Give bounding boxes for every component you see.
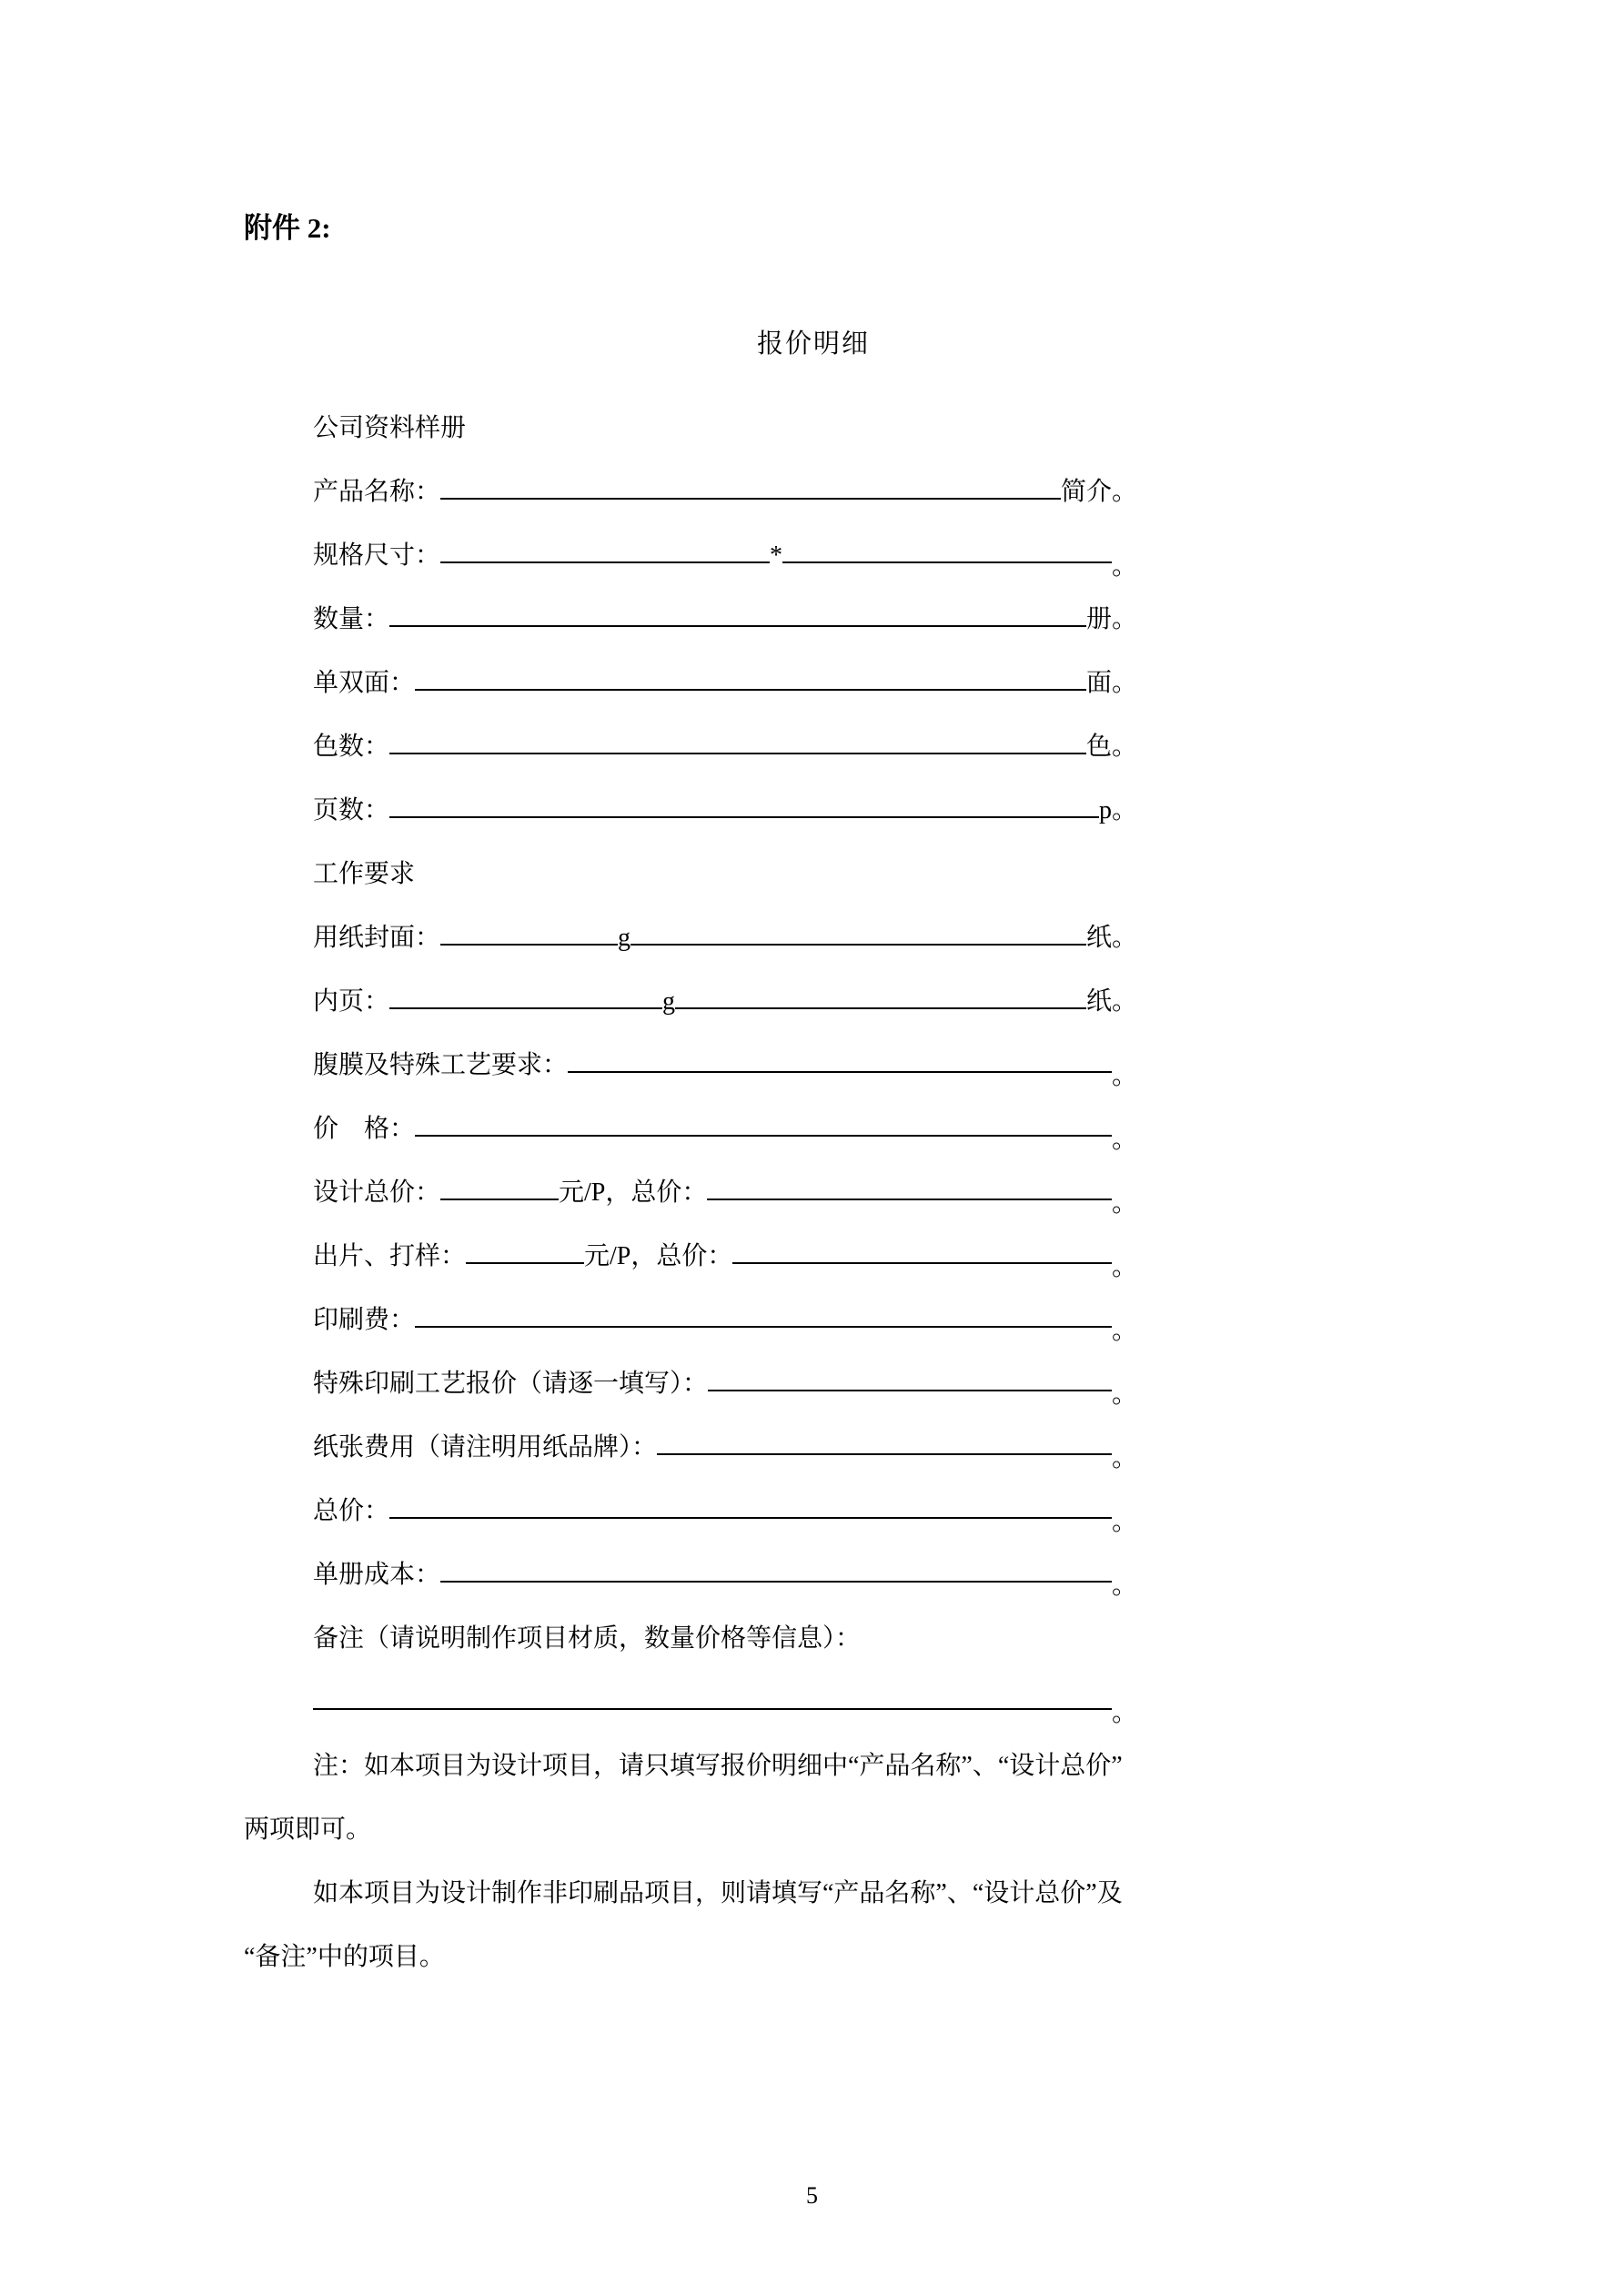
blank-underline [389,816,1099,818]
field-mid-label: * [770,541,782,570]
field-suffix: 。 [1111,1381,1137,1409]
field-suffix: 。 [1111,1126,1137,1154]
form-row-total [313,1463,1137,1536]
form-row-inner-pages [313,954,1137,1017]
quotation-form [313,380,1137,1727]
field-suffix: 。 [1111,1444,1137,1472]
field-label: 用纸封面： [313,924,441,952]
blank-underline [415,1326,1112,1328]
field-suffix: 。 [1111,1699,1137,1727]
field-suffix: 。 [1111,552,1137,581]
field-mid-label: 元/P，总价： [584,1242,733,1270]
form-row-size [313,508,1137,581]
field-label: 设计总价： [313,1178,441,1207]
field-suffix: 色。 [1085,733,1137,761]
form-row-sides [313,635,1137,699]
field-suffix: p。 [1098,796,1137,824]
blank-underline [630,944,1086,946]
field-suffix: 。 [1111,1572,1137,1600]
blank-underline [440,944,618,946]
section-heading-work-requirements [313,826,1137,890]
field-suffix: 册。 [1085,605,1137,633]
field-suffix: 。 [1111,1062,1137,1090]
field-suffix: 纸。 [1085,987,1137,1016]
form-row-colors [313,699,1137,763]
field-label: 单册成本： [313,1561,441,1589]
field-mid-label: g [662,987,676,1016]
blank-underline [415,689,1086,691]
field-label: 单双面： [313,669,416,697]
form-row-special-process [313,1336,1137,1409]
blank-underline [389,1007,662,1009]
section-heading-company-booklet [313,380,1137,444]
field-suffix: 简介。 [1060,478,1137,506]
blank-underline [568,1071,1112,1073]
page-number: 5 [806,2182,818,2209]
form-row-quantity [313,571,1137,635]
field-label: 规格尺寸： [313,541,441,570]
form-row-printing-fee [313,1272,1137,1345]
field-label: 纸张费用（请注明用纸品牌）： [313,1433,658,1462]
form-row-design-total [313,1145,1137,1218]
field-label: 备注（请说明制作项目材质，数量价格等信息）： [313,1624,862,1653]
blank-underline [389,1517,1112,1519]
blank-underline [732,1262,1112,1264]
field-label: 数量： [313,605,390,633]
form-row-unit-cost [313,1527,1137,1600]
field-label: 产品名称： [313,478,441,506]
field-label: 页数： [313,796,390,824]
blank-underline [440,1199,559,1200]
note-paragraph-1-line-2: 两项即可。 [244,1816,372,1844]
blank-underline [707,1199,1112,1200]
blank-underline [440,1581,1112,1583]
blank-underline [440,498,1061,500]
field-label: 总价： [313,1497,390,1525]
field-mid-label: g [618,924,631,952]
blank-underline [440,561,770,563]
blank-underline [389,625,1086,627]
blank-underline [389,753,1086,754]
field-label: 色数： [313,733,390,761]
blank-underline [782,561,1112,563]
form-row-cover-paper [313,890,1137,954]
note-paragraph-1-line-1: 注：如本项目为设计项目，请只填写报价明细中“产品名称”、“设计总价” [313,1752,1123,1780]
blank-underline [657,1453,1112,1455]
form-row-remarks-blank [313,1654,1137,1727]
form-row-film-proof [313,1209,1137,1281]
field-label: 印刷费： [313,1306,416,1334]
document-title: 报价明细 [756,329,870,359]
field-label: 价 格： [313,1115,416,1143]
blank-underline [466,1262,584,1264]
form-row-pages [313,763,1137,826]
form-row-paper-cost [313,1400,1137,1472]
attachment-label: 附件 2: [244,212,331,244]
blank-underline [415,1135,1112,1137]
notes-section [244,1718,1383,1973]
field-label: 出片、打样： [313,1242,467,1270]
blank-underline [675,1007,1086,1009]
field-suffix: 。 [1111,1317,1137,1345]
field-suffix: 面。 [1085,669,1137,697]
field-suffix: 。 [1111,1253,1137,1281]
field-suffix: 。 [1111,1508,1137,1536]
note-paragraph-2-line-2: “备注”中的项目。 [244,1943,445,1971]
field-mid-label: 元/P，总价： [559,1178,708,1207]
field-suffix: 纸。 [1085,924,1137,952]
field-label: 腹膜及特殊工艺要求： [313,1051,569,1079]
blank-underline [708,1390,1112,1391]
field-label: 特殊印刷工艺报价（请逐一填写）： [313,1370,709,1398]
form-row-lamination [313,1017,1137,1090]
field-suffix: 。 [1111,1189,1137,1218]
form-row-price [313,1081,1137,1154]
section-heading-label: 工作要求 [313,860,416,888]
form-row-product-name [313,444,1137,508]
note-paragraph-2-line-1: 如本项目为设计制作非印刷品项目，则请填写“产品名称”、“设计总价”及 [313,1879,1123,1907]
field-label: 内页： [313,987,390,1016]
section-heading-label: 公司资料样册 [313,414,467,442]
form-row-remarks-label [313,1591,1137,1654]
blank-underline [313,1708,1112,1710]
